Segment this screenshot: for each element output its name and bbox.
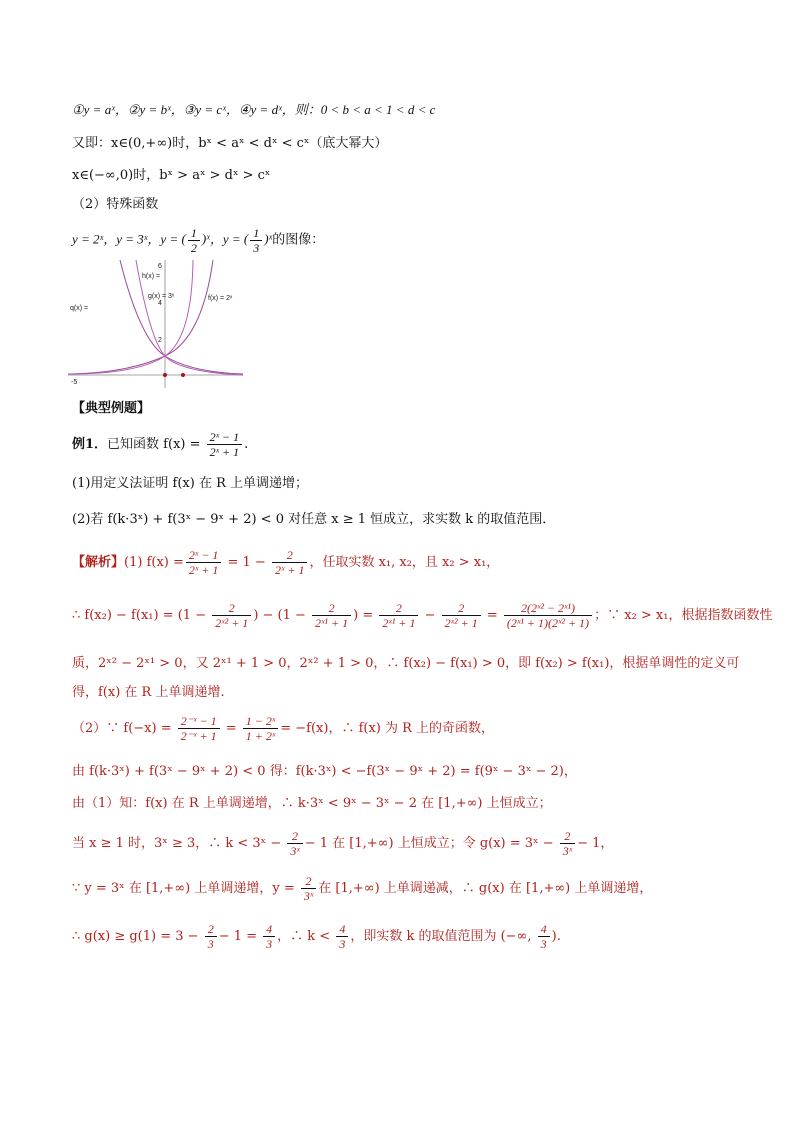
label-g: g(x) = 3ˣ bbox=[148, 293, 175, 300]
curve-q bbox=[120, 260, 243, 374]
curve-g bbox=[68, 260, 193, 374]
tick-6: 6 bbox=[158, 263, 162, 270]
line-special-list: y = 2ˣ，y = 3ˣ，y = ( $\frac{1}{2}$ )ˣ，y = ( $\frac{1}{3}$ )ˣ的图像： bbox=[72, 226, 325, 255]
line-bases-order: ①y = aˣ，②y = bˣ，③y = cˣ，④y = dˣ，则：0 < b < a < 1 < d < c bbox=[72, 102, 436, 117]
label-q: q(x) = bbox=[70, 305, 89, 312]
solution-line10: ∴ g(x) ≥ g(1) = 3 − $\frac{2}{3}$ − 1 = $\frac{4}{3}$ ，∴ k < $\frac{4}{3}$ ，即实数 k 的取值范围为 (−∞, $\frac{4}{3}$ ). bbox=[72, 922, 561, 951]
curve-f bbox=[68, 260, 213, 374]
tick-2: 2 bbox=[158, 337, 162, 344]
solution-line5: （2）∵ f(−x) = $\frac{\text{2⁻ˣ − 1}}{\text{2⁻ˣ + 1}}$ = $\frac{\text{1 − 2ˣ}}{\text{1 + 2ˣ}}$ = −f(x)，∴ f(x) 为 R 上的奇函数， bbox=[72, 714, 495, 743]
solution-line6: 由 f(k·3ˣ) + f(3ˣ − 9ˣ + 2) < 0 得：f(k·3ˣ) < −f(3ˣ − 9ˣ + 2) = f(9ˣ − 3ˣ − 2)， bbox=[72, 764, 577, 779]
section-title: 【典型例题】 bbox=[72, 401, 151, 416]
example1: 例1．已知函数 f(x) = $\frac{\text{2ˣ − 1}}{\text{2ˣ + 1}}$ . bbox=[72, 430, 249, 459]
solution-line8: 当 x ≥ 1 时，3ˣ ≥ 3，∴ k < 3ˣ − $\frac{2}{\text{3ˣ}}$ − 1 在 [1,+∞) 上恒成立；令 g(x) = 3ˣ − $\frac{2}{\text{3ˣ}}$ − 1， bbox=[72, 829, 614, 858]
tick-4: 4 bbox=[158, 300, 162, 307]
frac-half: ( $\frac{1}{2}$ )ˣ bbox=[181, 226, 210, 255]
solution-line4: 得，f(x) 在 R 上单调递增. bbox=[72, 685, 225, 700]
exponential-graph bbox=[68, 260, 243, 388]
solution-line3: 质，2ˣ² − 2ˣ¹ > 0，又 2ˣ¹ + 1 > 0，2ˣ² + 1 > 0，∴ f(x₂) − f(x₁) > 0，即 f(x₂) > f(x₁)，根据单调性的定义可 bbox=[72, 656, 740, 671]
solution-line2: ∴ f(x₂) − f(x₁) = (1 − $\frac{2}{\text{2ˣ² + 1}}$ ) − (1 − $\frac{2}{\text{2ˣ¹ + 1}}$ ) = $\frac{2}{\text{2ˣ¹ + 1}}$ − $\frac{2}{\text{2ˣ² + 1}}$ = $\frac{\text{2(2ˣ² − 2ˣ¹)}}{\text{(2ˣ¹ + 1)(2ˣ² + 1)}}$ ；∵ x₂ > x₁，根据指数函数性 bbox=[72, 601, 773, 630]
origin-point bbox=[163, 373, 167, 377]
part2: (2)若 f(k·3ˣ) + f(3ˣ − 9ˣ + 2) < 0 对任意 x ≥ 1 恒成立，求实数 k 的取值范围． bbox=[72, 512, 556, 527]
solution-line7: 由（1）知：f(x) 在 R 上单调递增，∴ k·3ˣ < 9ˣ − 3ˣ − 2 在 [1,+∞) 上恒成立； bbox=[72, 796, 552, 811]
x1-point bbox=[181, 373, 185, 377]
solution-line9: ∵ y = 3ˣ 在 [1,+∞) 上单调递增，y = $\frac{2}{\text{3ˣ}}$ 在 [1,+∞) 上单调递减，∴ g(x) 在 [1,+∞) 上单调递增， bbox=[72, 874, 653, 903]
line-positive-x: 又即：x∈(0,+∞)时，bˣ < aˣ < dˣ < cˣ（底大幂大） bbox=[72, 136, 388, 151]
line-negative-x: x∈(−∞,0)时，bˣ > aˣ > dˣ > cˣ bbox=[72, 168, 271, 183]
label-h: h(x) = bbox=[142, 273, 161, 280]
frac-third: ( $\frac{1}{3}$ )ˣ bbox=[243, 226, 273, 255]
label-f: f(x) = 2ˣ bbox=[208, 295, 233, 302]
tick-neg5: -5 bbox=[71, 379, 78, 386]
solution-line1: 【解析】(1) f(x) = $\frac{\text{2ˣ − 1}}{\text{2ˣ + 1}}$ = 1 − $\frac{2}{\text{2ˣ + 1}}$ ，任取实数 x₁, x₂，且 x₂ > x₁， bbox=[72, 548, 500, 577]
part1: (1)用定义法证明 f(x) 在 R 上单调递增； bbox=[72, 476, 309, 491]
line-special-functions: （2）特殊函数 bbox=[72, 197, 159, 212]
